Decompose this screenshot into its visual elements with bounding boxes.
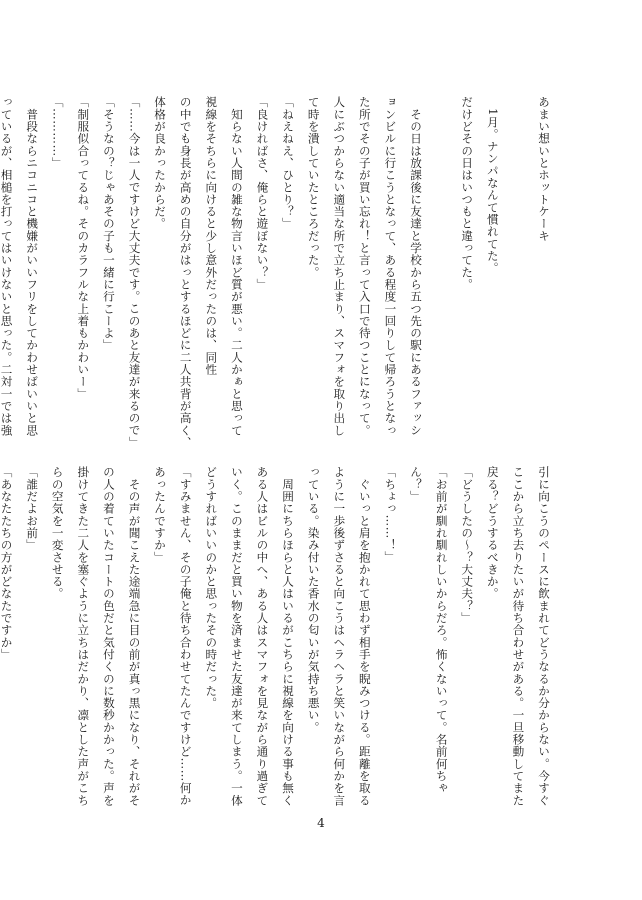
page-number: 4: [317, 816, 325, 830]
text-line: て時を潰していたところだった。: [306, 96, 321, 279]
text-line: 人にぶつからない適当な所で立ち止まり、スマフォを取り出し: [332, 96, 347, 437]
text-line: どうすればいいのかと思ったその時だった。: [204, 466, 219, 709]
text-line: あったんですか」: [153, 466, 168, 564]
text-line: 「制服似合ってるね。そのカラフルな上着もかわいー」: [76, 96, 91, 400]
lower-text-block: [0, 466, 556, 807]
upper-text-block: [0, 96, 556, 449]
text-line: 「良ければさ、俺らと遊ぼない？」: [255, 96, 270, 291]
text-line: の中でも身長が高めの自分がはっとするほどに二人共背が高く、: [178, 96, 193, 449]
text-line: [428, 96, 454, 448]
text-line: っている。染み付いた香水の匂いが気持ち悪い。: [306, 466, 321, 734]
text-line: ここから立ち去りたいが待ち合わせがある。一旦移動してまた: [511, 466, 526, 807]
text-line: 「誰だよお前」: [25, 466, 40, 552]
text-line: 「お前が馴れ馴れしいからだろ。怖くないって。名前何ちゃ: [434, 466, 449, 795]
text-line: 周囲にちらほらと人はいるがこちらに視線を向ける事も無く: [281, 466, 296, 807]
text-line: 「……今は一人ですけど大丈夫です。このあと友達が来るので」: [127, 96, 142, 449]
text-line: っているが、相槌を打ってはいけないと思った。二対一では強: [0, 96, 14, 437]
text-line: 普段ならニコニコと機嫌がいいフリをしてかわせばいいと思: [25, 96, 40, 437]
text-line: 「ちょっ……！」: [383, 466, 398, 564]
text-line: 「そうなの？じゃあその子も一緒に行こーよ」: [101, 96, 116, 352]
text-line: いく。このままだと買い物を済ませた友達が来てしまう。一体: [229, 466, 244, 807]
text-line: 「すみません、その子俺と待ち合わせてたんですけど……何か: [178, 466, 193, 807]
text-line: 戻る？どうするべきか。: [485, 466, 500, 600]
text-line: 1月。ナンパなんて慣れてた。: [485, 96, 500, 275]
text-line: [505, 96, 531, 448]
text-line: ある人はビルの中へ、ある人はスマフォを見ながら通り過ぎて: [255, 466, 270, 807]
text-line: 「あなたたちの方がどなたですか」: [0, 466, 14, 661]
text-line: あまい想いとホットケーキ: [537, 96, 551, 242]
text-line: 「ねえねえ、ひとり？」: [281, 96, 296, 230]
text-line: だけどその日はいつもと違ってた。: [460, 96, 475, 291]
text-line: 引に向こうのペースに飲まれてどうなるか分からない。今すぐ: [537, 466, 551, 807]
text-line: た所でその子が買い忘れ！と言って入口で待つことになって。: [357, 96, 372, 437]
text-line: の人の着ていたコートの色だと気付くのに数秒かかった。声を: [101, 466, 116, 807]
text-line: 「…………」: [50, 96, 65, 169]
text-line: ぐいっと肩を抱かれて思わず相手を睨みつける。距離を取る: [357, 466, 372, 807]
text-line: その声が聞こえた途端急に目の前が真っ黒になり、それがそ: [127, 466, 142, 807]
text-line: らの空気を一変させる。: [50, 466, 65, 600]
text-line: 体格が良かったからだ。: [153, 96, 168, 230]
text-line: ん？」: [409, 466, 424, 503]
text-line: 知らない人間の雑な物言いほど質が悪い。二人かぁと思って: [229, 96, 244, 437]
text-line: その日は放課後に友達と学校から五つ先の駅にあるファッシ: [409, 96, 424, 437]
text-line: 視線をそちらに向けると少し意外だったのは、同性: [204, 96, 219, 376]
text-line: 掛けてきた二人を塞ぐように立ちはだかり、凛とした声がこち: [76, 466, 91, 807]
text-line: 「どうしたの～？大丈夫？」: [460, 466, 475, 624]
text-line: ように一歩後ずさると向こうはヘラヘラと笑いながら何かを言: [332, 466, 347, 807]
text-line: ョンビルに行こうとなって、ある程度一回りして帰ろうとなっ: [383, 96, 398, 437]
